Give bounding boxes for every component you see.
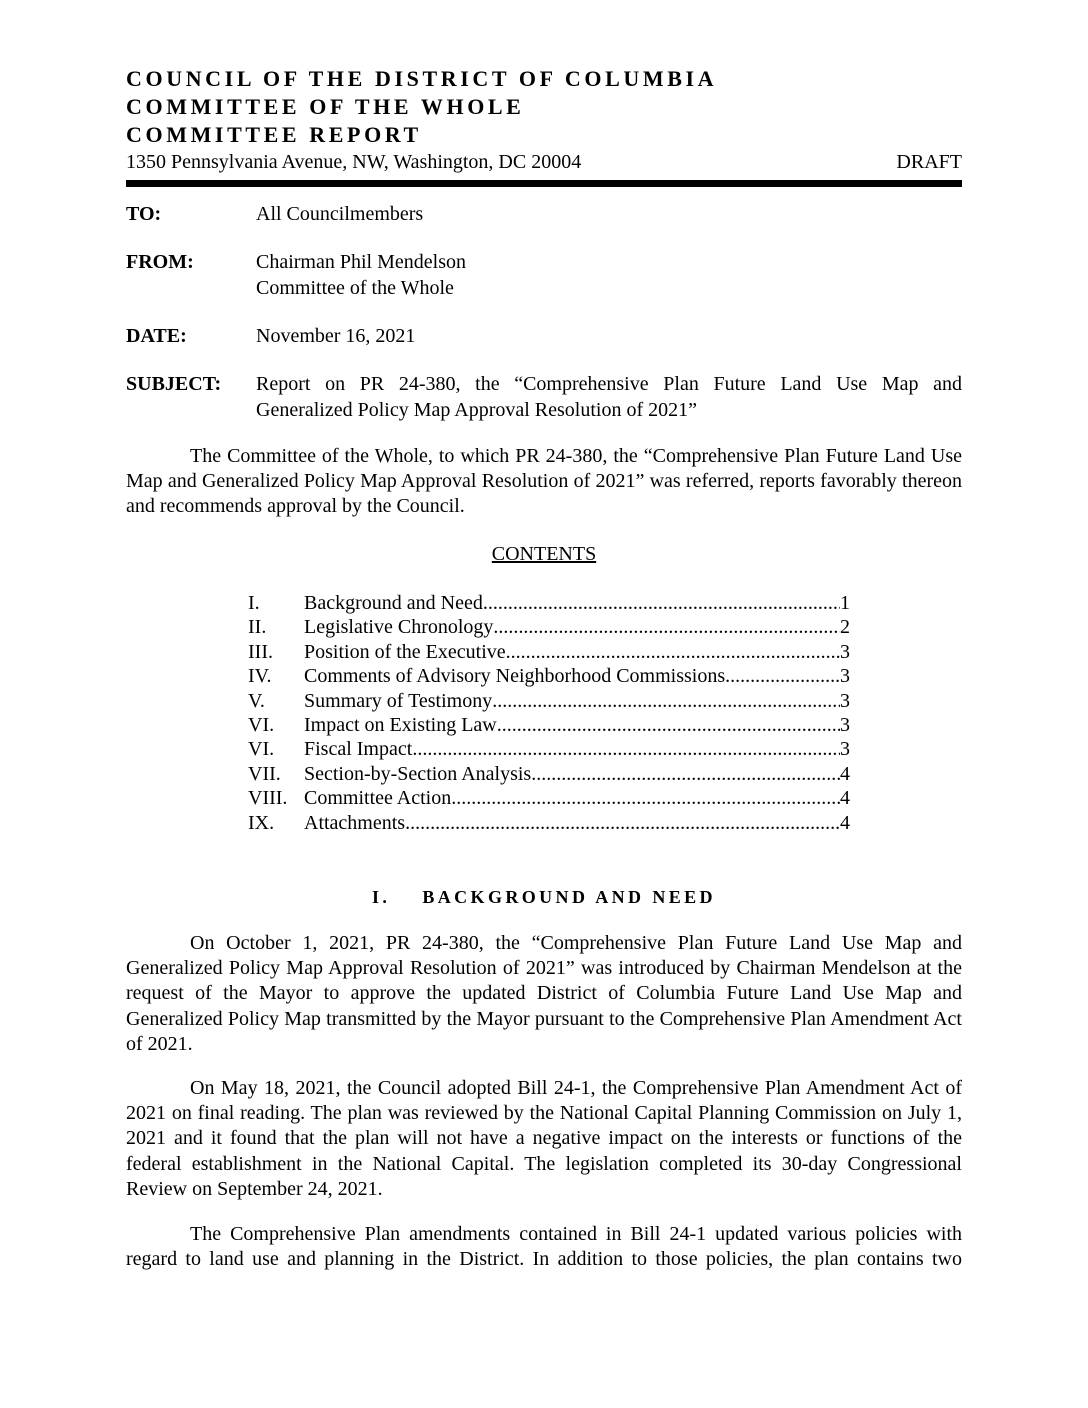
toc-entry-page: 4 — [840, 787, 850, 810]
draft-status: DRAFT — [896, 151, 962, 173]
toc-entry-number: VI. — [248, 713, 275, 736]
address-line — [126, 150, 962, 174]
toc-entry-number: III. — [248, 640, 273, 663]
address: 1350 Pennsylvania Avenue, NW, Washington, DC 20004 — [126, 151, 582, 173]
toc-entry-number: VI. — [248, 738, 275, 761]
toc-leader-dots — [725, 664, 840, 688]
toc-entry — [248, 762, 850, 786]
toc-entry-page: 3 — [840, 713, 850, 736]
date-value: November 16, 2021 — [256, 325, 416, 347]
toc-leader-dots — [506, 640, 840, 664]
toc-entry-title: Fiscal Impact — [304, 738, 413, 761]
header-rule — [126, 180, 962, 187]
toc-entry-number: II. — [248, 616, 267, 639]
background-paragraph-3 — [126, 1222, 962, 1272]
toc-entry-title: Section-by-Section Analysis — [304, 762, 532, 785]
section-number: I. — [372, 887, 391, 907]
toc-entry-title: Legislative Chronology — [304, 616, 494, 639]
background-paragraph-1 — [126, 931, 962, 1057]
toc-entry — [248, 664, 850, 688]
toc-entry — [248, 713, 850, 737]
toc-entry — [248, 640, 850, 664]
toc-entry-page: 4 — [840, 811, 850, 834]
toc-entry-page: 4 — [840, 762, 850, 785]
date-label: DATE: — [126, 325, 187, 347]
toc-entry-number: VII. — [248, 762, 281, 785]
toc-entry — [248, 615, 850, 639]
subject-value-line1: Report on PR 24-380, the “Comprehensive Plan Future Land Use Map and — [256, 373, 962, 395]
toc-leader-dots — [483, 591, 840, 615]
toc-leader-dots — [493, 615, 840, 639]
toc-entry-number: IV. — [248, 665, 272, 688]
subject-value-line2: Generalized Policy Map Approval Resolution of 2021” — [256, 399, 698, 421]
toc-entry-number: I. — [248, 592, 260, 614]
toc-leader-dots — [451, 786, 840, 810]
toc-leader-dots — [405, 811, 840, 835]
toc-entry-number: IX. — [248, 811, 275, 834]
letterhead-report: COMMITTEE REPORT — [126, 122, 422, 147]
letterhead-council: COUNCIL OF THE DISTRICT OF COLUMBIA — [126, 66, 718, 91]
intro-text: The Committee of the Whole, to which PR 24-380, the “Comprehensive Plan Future Land Use Map and Generalized Policy Map Approval Resolution of 2021” was referred, reports favorably thereon and recommends approval by the Council. — [126, 445, 962, 518]
toc-entry — [248, 737, 850, 761]
toc-entry-page: 3 — [840, 689, 850, 712]
contents-title: CONTENTS — [491, 543, 597, 565]
toc-entry-title: Attachments — [304, 811, 406, 834]
toc-leader-dots — [531, 762, 840, 786]
toc-leader-dots — [412, 737, 840, 761]
toc-leader-dots — [492, 689, 840, 713]
toc-entry-number: VIII. — [248, 787, 288, 810]
toc-entry — [248, 811, 850, 835]
from-value-name: Chairman Phil Mendelson — [256, 251, 466, 273]
toc-entry-title: Summary of Testimony — [304, 689, 493, 712]
toc-leader-dots — [497, 713, 840, 737]
paragraph-text: On May 18, 2021, the Council adopted Bill 24-1, the Comprehensive Plan Amendment Act of 2021 on final reading. The plan was reviewed by the National Capital Planning Commission on July 1, 2021 and it found that the plan will not have a negative impact on the interests or functions of the federal establishment in the National Capital. The legislation completed its 30-day Congressional Review on September 24, 2021. — [126, 1077, 962, 1200]
paragraph-text: On October 1, 2021, PR 24-380, the “Comprehensive Plan Future Land Use Map and Generalized Policy Map Approval Resolution of 2021” was introduced by Chairman Mendelson at the request of the Mayor to approve the updated District of Columbia Future Land Use Map and Generalized Policy Map transmitted by the Mayor pursuant to the Comprehensive Plan Amendment Act of 2021. — [126, 932, 962, 1055]
toc-entry-number: V. — [248, 689, 265, 712]
toc-entry — [248, 689, 850, 713]
table-of-contents — [248, 591, 850, 835]
toc-entry-page: 3 — [840, 738, 850, 761]
section-title: BACKGROUND AND NEED — [422, 887, 716, 907]
paragraph-text: The Comprehensive Plan amendments contained in Bill 24-1 updated various policies with regard to land use and planning in the District. In addition to those policies, the plan contains two — [126, 1223, 962, 1271]
intro-paragraph — [126, 444, 962, 520]
background-paragraph-2 — [126, 1076, 962, 1202]
toc-entry-page: 3 — [840, 665, 850, 688]
subject-label: SUBJECT: — [126, 373, 222, 395]
toc-entry-title: Background and Need — [304, 592, 483, 614]
toc-entry-title: Impact on Existing Law — [304, 713, 497, 736]
section-heading — [126, 885, 962, 909]
toc-entry-page: 2 — [840, 616, 850, 639]
toc-entry — [248, 786, 850, 810]
from-label: FROM: — [126, 251, 194, 273]
toc-entry-title: Position of the Executive — [304, 640, 506, 663]
to-label: TO: — [126, 203, 162, 225]
toc-entry-title: Comments of Advisory Neighborhood Commissions — [304, 665, 726, 688]
from-value-committee: Committee of the Whole — [256, 277, 454, 299]
toc-entry — [248, 591, 850, 615]
toc-entry-page: 1 — [840, 592, 850, 614]
letterhead-committee: COMMITTEE OF THE WHOLE — [126, 94, 525, 119]
to-value: All Councilmembers — [256, 203, 424, 225]
toc-entry-title: Committee Action — [304, 787, 452, 810]
toc-entry-page: 3 — [840, 640, 850, 663]
